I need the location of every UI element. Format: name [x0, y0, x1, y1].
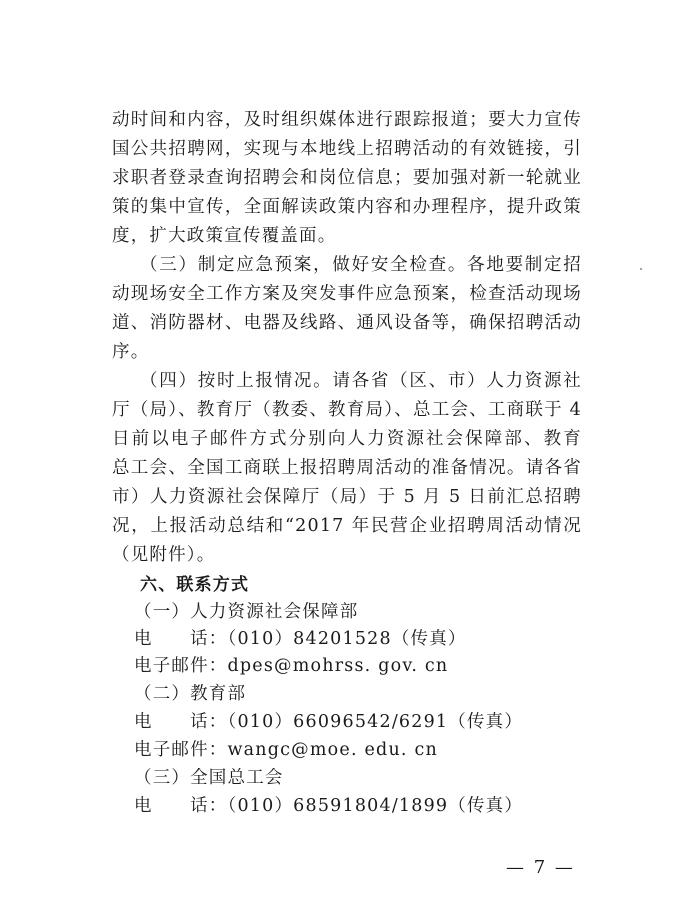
text-line: 国公共招聘网，实现与本地线上招聘活动的有效链接，引 — [112, 139, 582, 159]
text-line: 市）人力资源社会保障厅（局）于 5 月 5 日前汇总招聘 — [112, 487, 582, 507]
text-line: 策的集中宣传，全面解读政策内容和办理程序，提升政策 — [112, 197, 582, 217]
text-line: 总工会、全国工商联上报招聘周活动的准备情况。请各省 — [112, 458, 582, 478]
contact-org: （一）人力资源社会保障部 — [134, 602, 359, 622]
text-line: 道、消防器材、电器及线路、通风设备等，确保招聘活动 — [112, 313, 582, 333]
text-line: 求职者登录查询招聘会和岗位信息；要加强对新一轮就业 — [112, 168, 582, 188]
contact-phone: 电 话：（010）66096542/6291（传真） — [134, 712, 524, 732]
scan-speck — [640, 268, 642, 270]
text-line: 动时间和内容，及时组织媒体进行跟踪报道；要大力宣传 — [112, 110, 582, 130]
text-line: 度，扩大政策宣传覆盖面。 — [112, 226, 337, 246]
text-line: 动现场安全工作方案及突发事件应急预案，检查活动现场 — [112, 284, 582, 304]
text-line: 厅（局）、教育厅（教委、教育局）、总工会、工商联于 4 — [112, 400, 582, 420]
text-line: 序。 — [112, 342, 150, 362]
text-line: （四）按时上报情况。请各省（区、市）人力资源社 — [140, 371, 582, 391]
text-line: 日前以电子邮件方式分别向人力资源社会保障部、教育 — [112, 429, 582, 449]
contact-org: （三）全国总工会 — [134, 768, 284, 788]
contact-phone: 电 话：（010）84201528（传真） — [134, 629, 467, 649]
contact-email: 电子邮件：wangc@moe. edu. cn — [134, 740, 438, 760]
contact-org: （二）教育部 — [134, 684, 247, 704]
page-number: — 7 — — [506, 857, 575, 878]
text-line: （三）制定应急预案，做好安全检查。各地要制定招 — [140, 255, 582, 275]
contact-email: 电子邮件：dpes@mohrss. gov. cn — [134, 656, 449, 676]
text-line: （见附件）。 — [112, 545, 216, 565]
contact-phone: 电 话：（010）68591804/1899（传真） — [134, 796, 524, 816]
text-line: 况，上报活动总结和“2017 年民营企业招聘周活动情况 — [112, 516, 582, 536]
section-heading: 六、联系方式 — [140, 575, 250, 595]
